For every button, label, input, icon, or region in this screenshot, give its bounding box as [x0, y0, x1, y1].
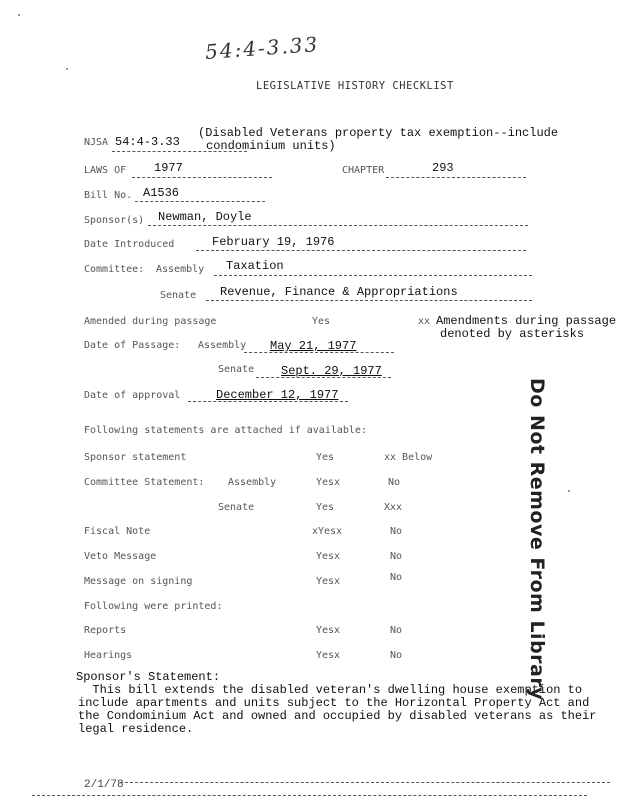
scan-speck [66, 68, 68, 70]
statement-row-yes: Yesx [316, 477, 341, 488]
footer-dashed-line-lower [32, 795, 587, 796]
statement-row-label: Veto Message [84, 551, 157, 562]
date-introduced-label: Date Introduced [84, 239, 175, 250]
passage-senate-label: Senate [218, 364, 255, 375]
chapter-underline [386, 177, 526, 178]
committee-assembly-label: Assembly [156, 264, 205, 275]
amended-mark: xx [418, 316, 431, 327]
statement-row-no: No [390, 572, 403, 583]
date-introduced-value: February 19, 1976 [212, 235, 335, 249]
sponsor-statement-line: legal residence. [78, 722, 194, 736]
bill-no-underline [135, 201, 265, 202]
statement-row-yes: Yes [316, 502, 335, 513]
printed-intro: Following were printed: [84, 601, 223, 612]
committee-senate-label: Senate [160, 290, 197, 301]
sponsor-statement-line: This bill extends the disabled veteran's dwelling house exemption to [78, 683, 583, 697]
approval-value: December 12, 1977 [216, 388, 339, 402]
statement-row-label: Committee Statement: [84, 477, 205, 488]
committee-senate-value: Revenue, Finance & Appropriations [220, 285, 458, 299]
statement-row-no: xx Below [384, 452, 433, 463]
statement-row-no: Xxx [384, 502, 403, 513]
amended-yes: Yes [312, 316, 331, 327]
committee-assembly-underline [214, 275, 532, 276]
sponsor-statement-line: include apartments and units subject to the Horizontal Property Act and [78, 696, 590, 710]
passage-senate-underline [256, 377, 391, 378]
statement-row-sub: Senate [218, 502, 255, 513]
page-title: LEGISLATIVE HISTORY CHECKLIST [256, 80, 454, 92]
statement-row-no: No [390, 551, 403, 562]
njsa-label: NJSA [84, 137, 109, 148]
committee-assembly-value: Taxation [226, 259, 284, 273]
amended-note-line-1: Amendments during passage [436, 314, 617, 328]
approval-underline [188, 401, 348, 402]
sponsors-underline [148, 225, 528, 226]
scan-speck [568, 490, 570, 492]
footer-dashed-line-upper [120, 782, 610, 783]
bill-no-value: A1536 [143, 186, 180, 200]
njsa-description-line-2: condominium units) [206, 139, 336, 153]
chapter-label: CHAPTER [342, 165, 385, 176]
passage-label: Date of Passage: [84, 340, 181, 351]
printed-row-yes: Yesx [316, 625, 341, 636]
statement-row-label: Message on signing [84, 576, 193, 587]
sponsors-value: Newman, Doyle [158, 210, 252, 224]
printed-row-no: No [390, 625, 403, 636]
njsa-underline [112, 151, 247, 152]
printed-row-yes: Yesx [316, 650, 341, 661]
passage-assembly-label: Assembly [198, 340, 247, 351]
scan-speck [18, 14, 20, 16]
statement-row-no: No [388, 477, 401, 488]
statement-row-sub: Assembly [228, 477, 277, 488]
sponsor-statement-line: the Condominium Act and owned and occupied by disabled veterans as their [78, 709, 597, 723]
library-stamp: Do Not Remove From Library [526, 378, 548, 701]
njsa-description-line-1: (Disabled Veterans property tax exemption--include [198, 126, 559, 140]
statement-row-yes: Yesx [316, 551, 341, 562]
statement-row-yes: Yes [316, 452, 335, 463]
statement-row-yes: xYesx [312, 526, 343, 537]
approval-label: Date of approval [84, 390, 181, 401]
passage-assembly-value: May 21, 1977 [270, 339, 357, 353]
passage-senate-value: Sept. 29, 1977 [281, 364, 382, 378]
laws-of-underline [132, 177, 272, 178]
chapter-value: 293 [432, 161, 454, 175]
handwritten-statute-number: 54:4-3.33 [204, 32, 320, 64]
amended-note-line-2: denoted by asterisks [440, 327, 585, 341]
printed-row-no: No [390, 650, 403, 661]
amended-label: Amended during passage [84, 316, 217, 327]
statement-row-label: Fiscal Note [84, 526, 151, 537]
statement-row-label: Sponsor statement [84, 452, 187, 463]
sponsor-statement-heading: Sponsor's Statement: [76, 670, 221, 684]
statements-intro: Following statements are attached if available: [84, 425, 367, 436]
committee-label: Committee: [84, 264, 145, 275]
passage-assembly-underline [244, 352, 394, 353]
footer-date: 2/1/78 [84, 779, 124, 791]
njsa-value: 54:4-3.33 [115, 135, 180, 149]
date-introduced-underline [196, 250, 526, 251]
sponsors-label: Sponsor(s) [84, 215, 145, 226]
committee-senate-underline [206, 300, 532, 301]
bill-no-label: Bill No. [84, 190, 133, 201]
printed-row-label: Reports [84, 625, 127, 636]
statement-row-no: No [390, 526, 403, 537]
printed-row-label: Hearings [84, 650, 133, 661]
statement-row-yes: Yesx [316, 576, 341, 587]
laws-of-label: LAWS OF [84, 165, 127, 176]
laws-of-value: 1977 [154, 161, 183, 175]
